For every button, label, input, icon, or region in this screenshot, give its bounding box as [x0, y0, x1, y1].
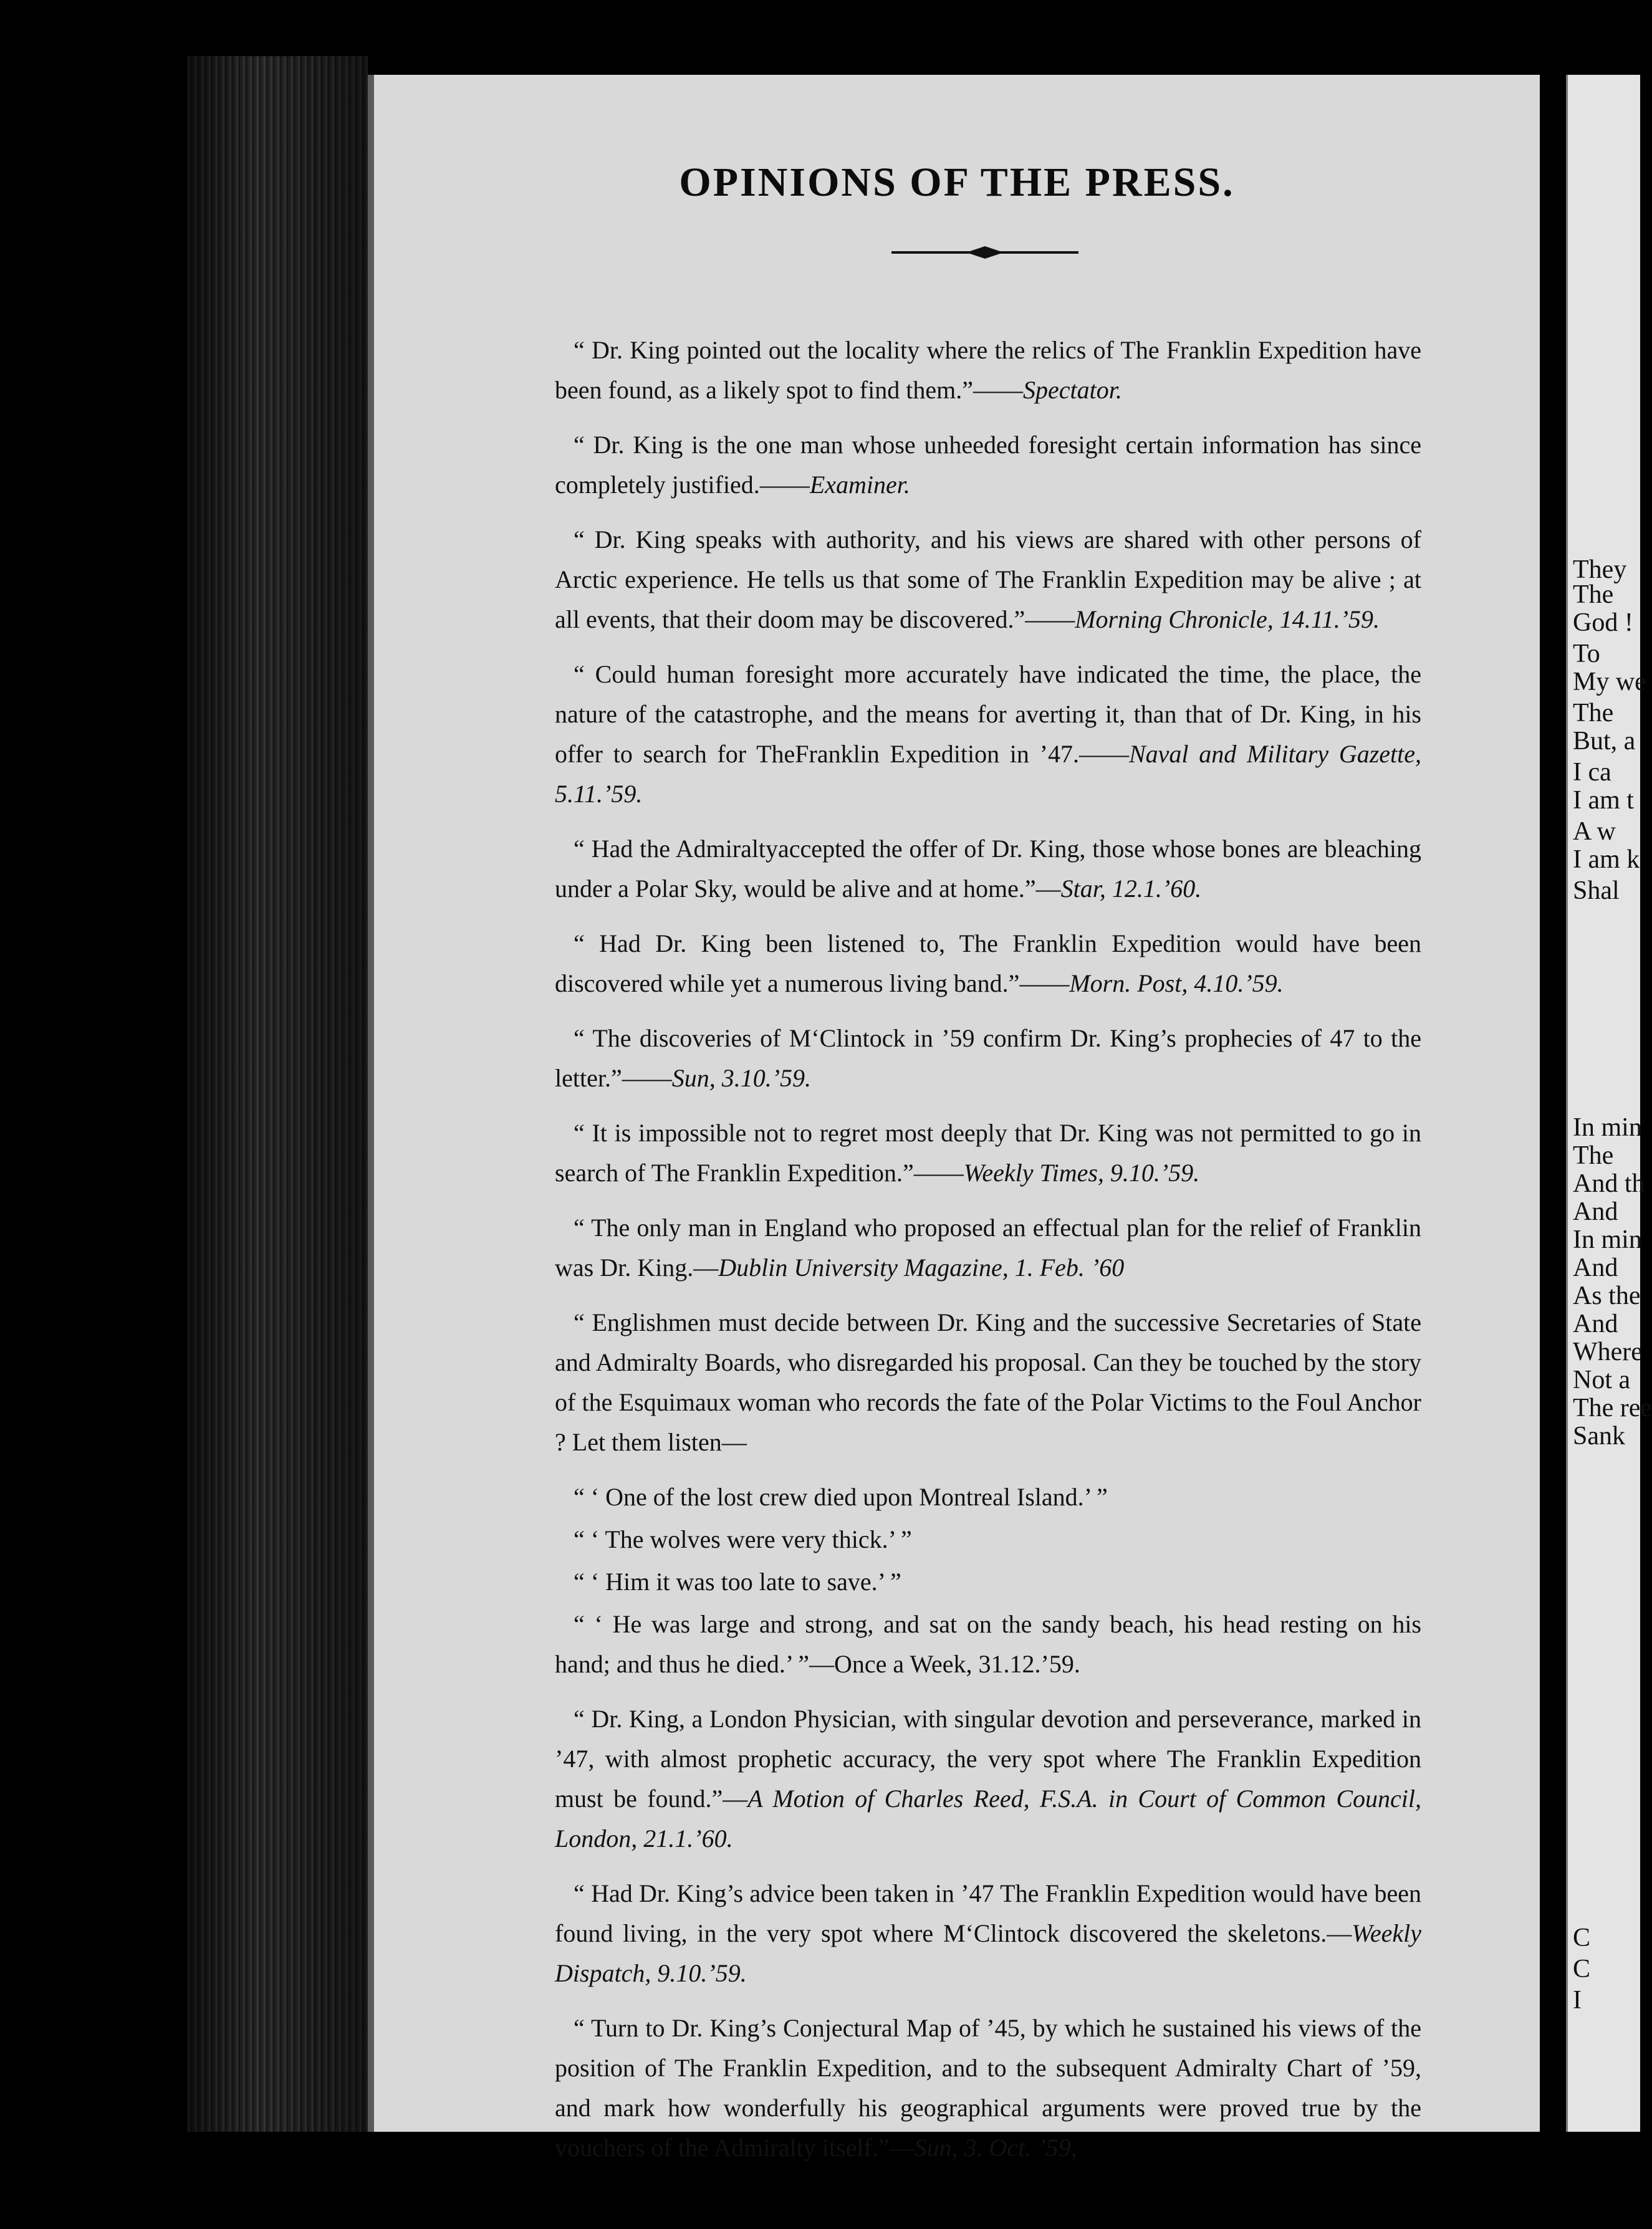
press-quote: [555, 2008, 1421, 2168]
quote-text: “ Could human foresight more accurately have indicated the time, the place, the nature of the catastrophe, and the means for averting it, than that of Dr. King, in his offer to search for TheFranklin Expedition in ’47.——: [555, 660, 1421, 768]
page-title: OPINIONS OF THE PRESS.: [679, 160, 1235, 205]
facing-page-line: As the: [1573, 1282, 1641, 1310]
press-quote: [555, 330, 1421, 410]
facing-page-line: The: [1573, 699, 1614, 727]
facing-page-fragment: [1566, 75, 1652, 2132]
quoted-testimony-line: “ ‘ He was large and strong, and sat on the sandy beach, his head resting on his hand; and thus he died.’ ”—Once a Week, 31.12.’59.: [555, 1610, 1421, 1678]
quote-text: “ The discoveries of M‘Clintock in ’59 confirm Dr. King’s prophecies of 47 to the letter.”——: [555, 1024, 1421, 1092]
facing-page-line: A w: [1573, 817, 1616, 846]
divider-ornament-icon: [891, 243, 1078, 262]
facing-page-line: C: [1573, 1955, 1591, 1983]
quote-source: Weekly Times, 9.10.’59.: [963, 1159, 1200, 1187]
facing-page-line: I ca: [1573, 758, 1611, 787]
facing-page-line: Sank: [1573, 1422, 1625, 1450]
press-quote: [555, 1874, 1421, 1993]
quote-source: Spectator.: [1022, 376, 1122, 404]
quoted-testimony-line: “ ‘ The wolves were very thick.’ ”: [574, 1525, 912, 1553]
quote-source: Star, 12.1.’60.: [1060, 875, 1202, 903]
quote-text: “ Had Dr. King been listened to, The Franklin Expedition would have been discovered while yet a numerous living band.”——: [555, 929, 1421, 997]
quote-text: “ Had the Admiraltyaccepted the offer of Dr. King, those whose bones are bleaching under a Polar Sky, would be alive and at home.”—: [555, 835, 1421, 903]
facing-page-line: In min: [1573, 1225, 1642, 1254]
quote-text: “ The only man in England who proposed an effectual plan for the relief of Franklin was Dr. King.—: [555, 1214, 1421, 1282]
press-quote: [555, 1303, 1421, 1462]
facing-page-line: C: [1573, 1924, 1591, 1952]
press-quote: [555, 520, 1421, 640]
quote-source: Dublin University Magazine, 1. Feb. ’60: [718, 1254, 1125, 1282]
quote-text: “ Turn to Dr. King’s Conjectural Map of ’45, by which he sustained his views of the position of The Franklin Expedition, and to the subsequent Admiralty Chart of ’59, and mark how wonderfully his geographical arguments were proved true by the vouchers of the Admiralty itself.”—: [555, 2014, 1421, 2162]
press-quote: [555, 425, 1421, 505]
facing-page-line: I: [1573, 1986, 1582, 2015]
press-quote: [555, 654, 1421, 814]
facing-page-line: But, a: [1573, 727, 1636, 755]
quote-source: Sun, 3.10.’59.: [671, 1064, 812, 1092]
facing-page-line: Where: [1573, 1338, 1643, 1366]
facing-page-line: And: [1573, 1197, 1618, 1226]
press-quote: [555, 1208, 1421, 1288]
facing-page-line: My we: [1573, 668, 1646, 696]
press-quote: [555, 1019, 1421, 1098]
press-quotes: [555, 330, 1421, 2183]
quote-source: Examiner.: [809, 471, 910, 499]
facing-page-line: Not a: [1573, 1366, 1631, 1394]
quote-source: A Motion of Charles Reed, F.S.A. in Court of Common Council, London, 21.1.’60.: [555, 1785, 1422, 1853]
quoted-testimony-line: “ ‘ Him it was too late to save.’ ”: [574, 1568, 901, 1596]
facing-page-line: And: [1573, 1310, 1618, 1338]
quote-text: “ Englishmen must decide between Dr. King and the successive Secretaries of State and Admiralty Boards, who disregarded his proposal. Can they be touched by the story of the Esquimaux woman who records the fate of the Polar Victims to the Foul Anchor ? Let them listen—: [555, 1308, 1421, 1456]
facing-page-line: They: [1573, 555, 1627, 584]
facing-page-line: To: [1573, 640, 1600, 668]
facing-page-line: And th: [1573, 1169, 1645, 1198]
facing-page-line: In min: [1573, 1113, 1642, 1142]
facing-page-line: Shal: [1573, 876, 1620, 905]
quote-source: Naval and Military Gazette, 5.11.’59.: [555, 740, 1422, 808]
quote-text: “ It is impossible not to regret most deeply that Dr. King was not permitted to go in search of The Franklin Expedition.”——: [555, 1119, 1421, 1187]
facing-page-line: And: [1573, 1254, 1618, 1282]
quote-text: “ Dr. King pointed out the locality where the relics of The Franklin Expedition have been found, as a likely spot to find them.”——: [555, 336, 1421, 404]
facing-page-line: The ree: [1573, 1394, 1652, 1422]
press-quote: [555, 1699, 1421, 1859]
press-quote: [555, 829, 1421, 909]
quote-source: Sun, 3. Oct. ’59,: [914, 2134, 1077, 2162]
quoted-testimony-line: “ ‘ One of the lost crew died upon Montreal Island.’ ”: [574, 1483, 1108, 1511]
quote-text: “ Dr. King speaks with authority, and his views are shared with other persons of Arctic experience. He tells us that some of The Franklin Expedition may be alive ; at all events, that their doom may be discovered.”——: [555, 525, 1421, 633]
quote-text: “ Had Dr. King’s advice been taken in ’47 The Franklin Expedition would have been found living, in the very spot where M‘Clintock discovered the skeletons.—: [555, 1879, 1421, 1947]
facing-page-line: I am t: [1573, 786, 1634, 815]
press-quote: [555, 924, 1421, 1004]
facing-page-line: God !: [1573, 608, 1633, 637]
quote-source: Morn. Post, 4.10.’59.: [1069, 969, 1284, 997]
quote-source: Weekly Dispatch, 9.10.’59.: [555, 1919, 1421, 1987]
facing-page-line: I am k: [1573, 845, 1640, 874]
quote-source: Morning Chronicle, 14.11.’59.: [1075, 605, 1380, 633]
document-page: [368, 75, 1540, 2162]
facing-page-line: The: [1573, 580, 1614, 609]
quote-text: “ Dr. King is the one man whose unheeded foresight certain information has since completely justified.——: [555, 431, 1421, 499]
quote-text: “ Dr. King, a London Physician, with singular devotion and perseverance, marked in ’47, with almost prophetic accuracy, the very spot where The Franklin Expedition must be found.”—: [555, 1705, 1421, 1813]
facing-page-line: The: [1573, 1141, 1614, 1170]
book-edge-shadow: [187, 56, 368, 2132]
press-quote: [555, 1113, 1421, 1193]
